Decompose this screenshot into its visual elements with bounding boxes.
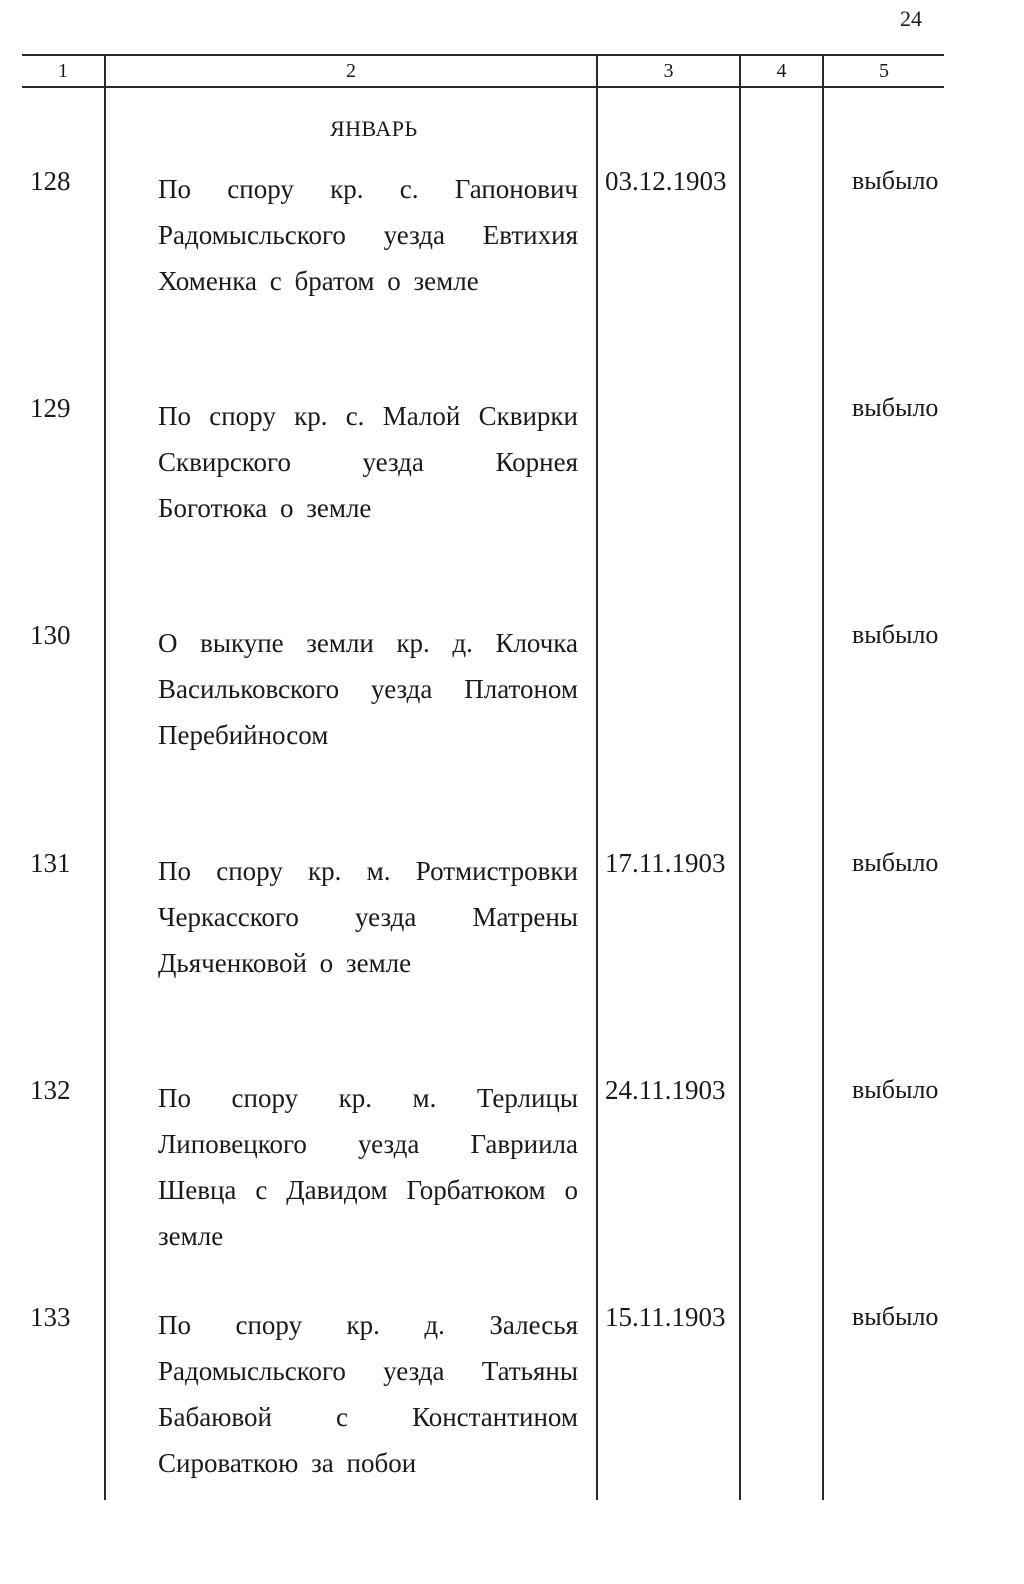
- entry-status: выбыло: [852, 1302, 939, 1331]
- column-header-2: 2: [346, 60, 356, 82]
- entry-number: 132: [30, 1075, 71, 1105]
- entry-number: 129: [30, 393, 71, 423]
- entry-description: По спору кр. м. Ротмистровки Черкасского уезда Матрены Дьяченковой о земле: [158, 856, 578, 978]
- entry-number: 128: [30, 166, 71, 196]
- column-header-4: 4: [776, 60, 787, 82]
- table-row: [0, 620, 1024, 820]
- entry-description: По спору кр. с. Гапонович Радомысльского уезда Евтихия Хоменка с братом о земле: [158, 174, 578, 296]
- table-row: [0, 848, 1024, 1048]
- table-row: [0, 1075, 1024, 1275]
- table-top-rule: [22, 54, 944, 56]
- entry-status: выбыло: [852, 1075, 939, 1104]
- column-header-3: 3: [663, 60, 674, 82]
- page-number: 24: [900, 6, 922, 31]
- table-row: [0, 166, 1024, 366]
- entry-description: По спору кр. д. Залесья Радомысльского уезда Татьяны Бабаювой с Константином Сироваткою за побои: [158, 1310, 578, 1478]
- section-month: ЯНВАРЬ: [330, 116, 418, 141]
- entry-date: 03.12.1903: [605, 166, 727, 196]
- column-header-1: 1: [58, 60, 68, 82]
- entry-description: По спору кр. с. Малой Сквирки Сквирского уезда Корнея Боготюка о земле: [158, 401, 578, 523]
- entry-status: выбыло: [852, 166, 939, 195]
- table-header-rule: [22, 86, 944, 88]
- table-row: [0, 393, 1024, 593]
- column-header-5: 5: [879, 60, 889, 82]
- entry-date: 24.11.1903: [605, 1075, 726, 1105]
- entry-number: 130: [30, 620, 71, 650]
- entry-description: О выкупе земли кр. д. Клочка Васильковского уезда Платоном Перебийносом: [158, 628, 578, 750]
- entry-number: 133: [30, 1302, 71, 1332]
- entry-status: выбыло: [852, 393, 939, 422]
- entry-date: 17.11.1903: [605, 848, 726, 878]
- table-row: [0, 1302, 1024, 1502]
- entry-status: выбыло: [852, 620, 939, 649]
- entry-number: 131: [30, 848, 71, 878]
- entry-date: 15.11.1903: [605, 1302, 726, 1332]
- entry-description: По спору кр. м. Терлицы Липовецкого уезда Гавриила Шевца с Давидом Горбатюком о земле: [158, 1083, 578, 1251]
- entry-status: выбыло: [852, 848, 939, 877]
